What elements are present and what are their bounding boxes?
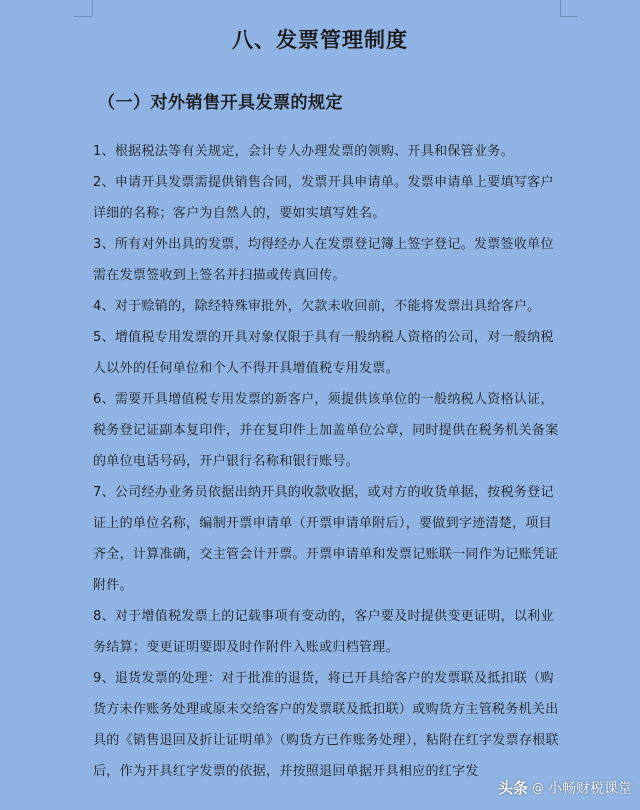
paragraph-3: 3、所有对外出具的发票，均得经办人在发票登记簿上签字登记。发票签收单位需在发票签收到上签名并扫描或传真回传。: [93, 237, 554, 283]
watermark-brand: 头条: [497, 779, 528, 797]
paragraph-9: 9、退货发票的处理：对于批准的退货，将已开具给客户的发票联及抵扣联（购货方未作账务处理或原未交给客户的发票联及抵扣联）或购货方主管税务机关出具的《销售退回及折让证明单》（购货方已作账务处理），粘附在红字发票存根联后，作为开具红字发票的依据，并按照退回单据开具相应的红字发: [93, 671, 559, 779]
page-title: 八、发票管理制度: [232, 28, 408, 52]
paragraph-1: 1、根据税法等有关规定，会计专人办理发票的领购、开具和保管业务。: [93, 144, 514, 159]
paragraph-2: 2、申请开具发票需提供销售合同，发票开具申请单。发票申请单上要填写客户详细的名称；客户为自然人的，要如实填写姓名。: [93, 175, 554, 221]
paragraph-6: 6、需要开具增值税专用发票的新客户，须提供该单位的一般纳税人资格认证，税务登记证副本复印件，并在复印件上加盖单位公章，同时提供在税务机关备案的单位电话号码，开户银行名称和银行账号。: [93, 392, 559, 469]
paragraph-8: 8、对于增值税发票上的记载事项有变动的，客户要及时提供变更证明，以利业务结算；变更证明要即及时作附件入账或归档管理。: [93, 609, 554, 655]
crop-mark: [560, 16, 578, 17]
section-title: （一）对外销售开具发票的规定: [98, 93, 343, 113]
crop-mark: [74, 16, 92, 17]
document-body: [93, 136, 563, 787]
watermark-separator: @: [532, 780, 544, 795]
watermark-author: 小畅财税课堂: [548, 780, 632, 797]
watermark: [498, 777, 632, 798]
paragraph-4: 4、对于赊销的，除经特殊审批外，欠款未收回前，不能将发票出具给客户。: [93, 299, 541, 314]
crop-mark: [92, 0, 93, 16]
paragraph-5: 5、增值税专用发票的开具对象仅限于具有一般纳税人资格的公司，对一般纳税人以外的任何单位和个人不得开具增值税专用发票。: [93, 330, 554, 376]
paragraph-7: 7、公司经办业务员依据出纳开具的收款收据，或对方的收货单据，按税务登记证上的单位名称，编制开票申请单（开票申请单附后），要做到字迹清楚，项目齐全，计算准确，交主管会计开票。开票申请单和发票记账联一同作为记账凭证附件。: [93, 485, 559, 593]
crop-mark: [560, 0, 561, 16]
